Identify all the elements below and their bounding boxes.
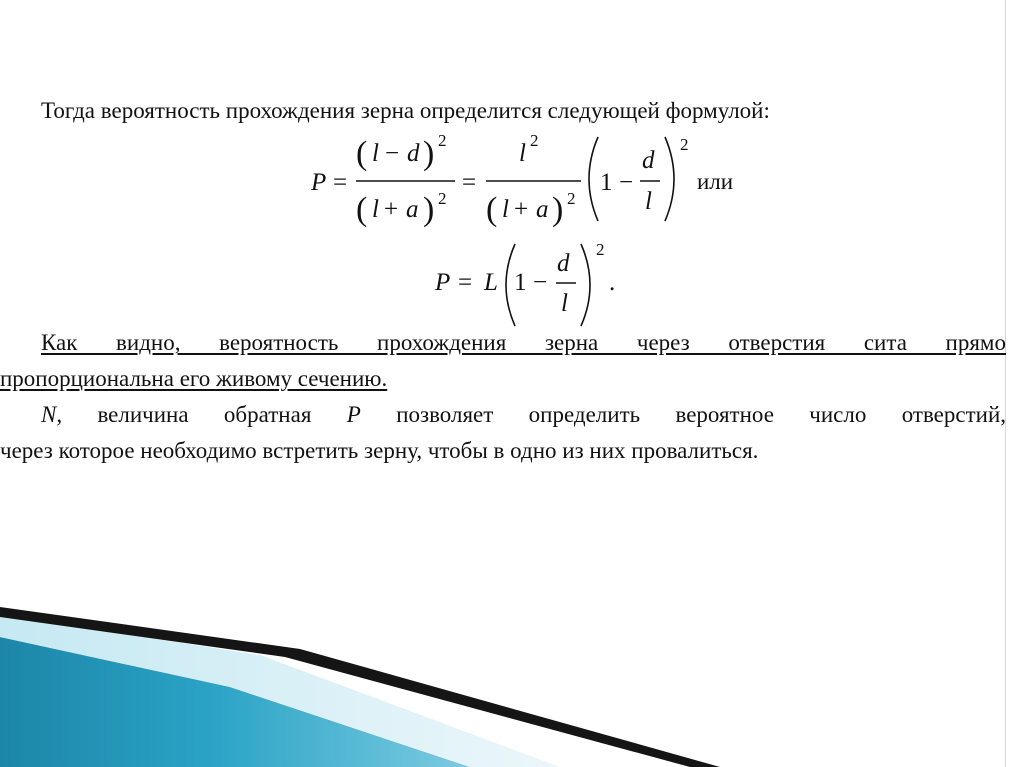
f1-den1-plus: +: [384, 196, 399, 223]
f1-tail: или: [697, 169, 734, 194]
f2-big-rparen: [581, 244, 590, 326]
f1-den1-exp: 2: [438, 189, 447, 208]
f1-frac-den: l: [645, 188, 652, 215]
f2-paren-exp: 2: [596, 240, 605, 259]
para2-P: P: [346, 402, 361, 427]
f1-num1-minus: −: [385, 140, 400, 167]
f1-den1-l: l: [372, 196, 379, 223]
f2-minus: −: [533, 269, 548, 296]
f1-one: 1: [600, 169, 613, 196]
f1-den1-rparen: ): [423, 191, 435, 228]
f1-num1-lparen: (: [356, 135, 368, 172]
f1-num2-l: l: [519, 140, 526, 167]
formula-2: [434, 240, 615, 326]
f1-den2-rparen: ): [552, 191, 564, 228]
para1-line2: пропорциональна его живому сечению.: [0, 366, 388, 391]
bottom-swoosh-decoration: [0, 607, 1024, 767]
f1-den1-lparen: (: [356, 191, 368, 228]
para2-line1: [0, 397, 1006, 433]
f1-big-rparen: [665, 137, 674, 221]
paragraph-proportional: [0, 325, 1006, 397]
f2-coef: L: [484, 269, 498, 296]
f2-one: 1: [514, 269, 527, 296]
f2-frac-den: l: [561, 290, 568, 317]
para2-line2: через которое необходимо встретить зерну, чтобы в одно из них провалиться.: [0, 438, 759, 463]
f1-num1-exp: 2: [438, 131, 447, 150]
f1-den2-exp: 2: [567, 189, 576, 208]
f2-eq: =: [458, 269, 473, 296]
f2-frac-num: d: [557, 250, 570, 277]
f1-eq: =: [333, 169, 348, 196]
paragraph-inverse: [0, 397, 1006, 469]
f2-lhs: P: [435, 269, 451, 296]
f1-num1-d: d: [407, 140, 420, 167]
para1-line1: Как видно, вероятность прохождения зерна через отверстия сита прямо: [41, 330, 1006, 355]
intro-text: Тогда вероятность прохождения зерна определится следующей формулой:: [41, 98, 770, 123]
f1-den2-lparen: (: [486, 191, 498, 228]
f1-lhs: P: [311, 169, 327, 196]
f1-num1-rparen: ): [423, 135, 435, 172]
f1-num2-exp: 2: [530, 131, 539, 150]
para2-line1-a: , величина обратная: [56, 402, 347, 427]
para2-N: N: [41, 402, 57, 427]
f1-den2-l: l: [502, 196, 509, 223]
f2-tail: .: [609, 269, 616, 296]
f1-eq2: =: [462, 169, 477, 196]
f1-big-lparen: [589, 137, 598, 221]
f1-num1-l: l: [372, 140, 379, 167]
f1-den2-a: a: [536, 196, 549, 223]
f1-den2-plus: +: [514, 196, 529, 223]
f1-minus: −: [619, 169, 634, 196]
para2-line1-b: позволяет определить вероятное число отверстий,: [360, 402, 1006, 427]
f1-paren-exp: 2: [680, 135, 689, 154]
f1-frac-num: d: [642, 147, 655, 174]
f1-den1-a: a: [406, 196, 419, 223]
formula-1: [310, 131, 733, 228]
